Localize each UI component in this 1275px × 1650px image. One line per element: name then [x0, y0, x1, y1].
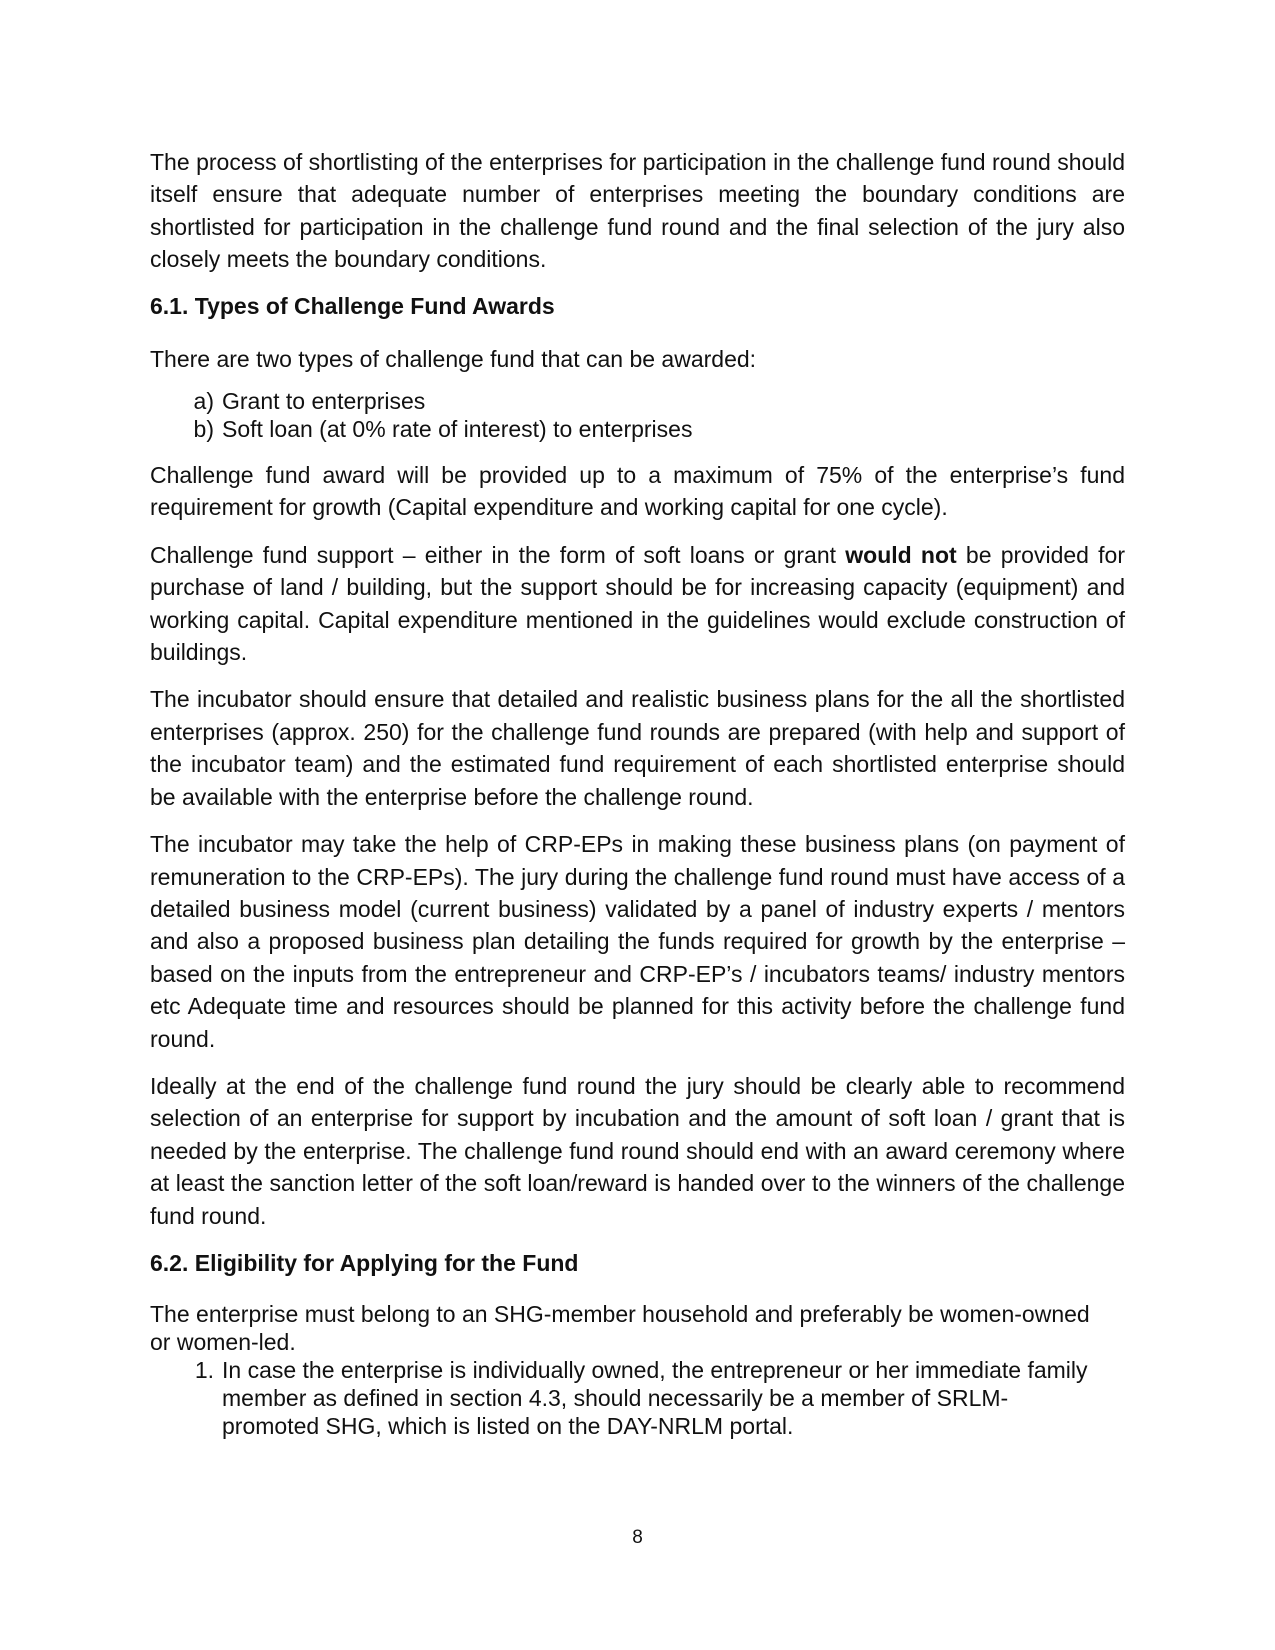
list-item-text: In case the enterprise is individually owned, the entrepreneur or her immediate family member as defined in section 4.3, should necessarily be a member of SRLM-promoted SHG, which is listed on the DAY-NRLM portal. — [222, 1356, 1088, 1439]
text-span: be provided for purchase of land / building, but the support should be for increasing capacity (equipment) and working capital. Capital expenditure mentioned in the guidelines would exclude construction of buildings. — [150, 541, 1126, 666]
support-exclusion-paragraph — [150, 539, 1125, 669]
page-number: 8 — [632, 1527, 643, 1548]
award-limit-paragraph: Challenge fund award will be provided up to a maximum of 75% of the enterprise’s fund requirement for growth (Capital expenditure and working capital for one cycle). — [150, 462, 1125, 521]
jury-recommendation-paragraph: Ideally at the end of the challenge fund round the jury should be clearly able to recommend selection of an enterprise for support by incubation and the amount of soft loan / grant that is needed by the enterprise. The challenge fund round should end with an award ceremony where at least the sanction letter of the soft loan/reward is handed over to the winners of the challenge fund round. — [150, 1072, 1125, 1229]
list-item-text: Grant to enterprises — [222, 388, 426, 415]
crp-ep-paragraph: The incubator may take the help of CRP-EPs in making these business plans (on payment of remuneration to the CRP-EPs). The jury during the challenge fund round must have access of a detailed business model (current business) validated by a panel of industry experts / mentors and also a proposed business plan detailing the funds required for growth by the enterprise – based on the inputs from the entrepreneur and CRP-EP’s / incubators teams/ industry mentors etc Adequate time and resources should be planned for this activity before the challenge fund round. — [150, 831, 1125, 1052]
list-item — [150, 1356, 1125, 1440]
list-item — [150, 387, 1125, 415]
business-plans-paragraph: The incubator should ensure that detailed and realistic business plans for the all the shortlisted enterprises (approx. 250) for the challenge fund rounds are prepared (with help and support of the incubator team) and the estimated fund requirement of each shortlisted enterprise should be available with the enterprise before the challenge round. — [150, 686, 1125, 810]
award-types-list — [150, 387, 1125, 443]
list-item — [150, 415, 1125, 443]
text-span: Challenge fund support – either in the form of soft loans or grant — [150, 541, 846, 568]
list-item-text: Soft loan (at 0% rate of interest) to enterprises — [222, 416, 693, 443]
list-marker: b) — [193, 416, 214, 443]
document-page — [150, 146, 1125, 1440]
emphasis-text: would not — [845, 541, 957, 568]
list-marker: a) — [193, 388, 214, 415]
list-marker: 1. — [194, 1356, 214, 1383]
eligibility-list — [150, 1356, 1125, 1440]
section-6-2-lead: The enterprise must belong to an SHG-member household and preferably be women-owned or women-led. — [150, 1300, 1090, 1355]
section-6-1-heading: 6.1. Types of Challenge Fund Awards — [150, 292, 555, 319]
section-6-2-heading: 6.2. Eligibility for Applying for the Fund — [150, 1249, 579, 1276]
section-6-1-lead: There are two types of challenge fund that can be awarded: — [150, 345, 757, 372]
intro-paragraph: The process of shortlisting of the enterprises for participation in the challenge fund round should itself ensure that adequate number of enterprises meeting the boundary conditions are shortlisted for participation in the challenge fund round and the final selection of the jury also closely meets the boundary conditions. — [150, 149, 1125, 273]
